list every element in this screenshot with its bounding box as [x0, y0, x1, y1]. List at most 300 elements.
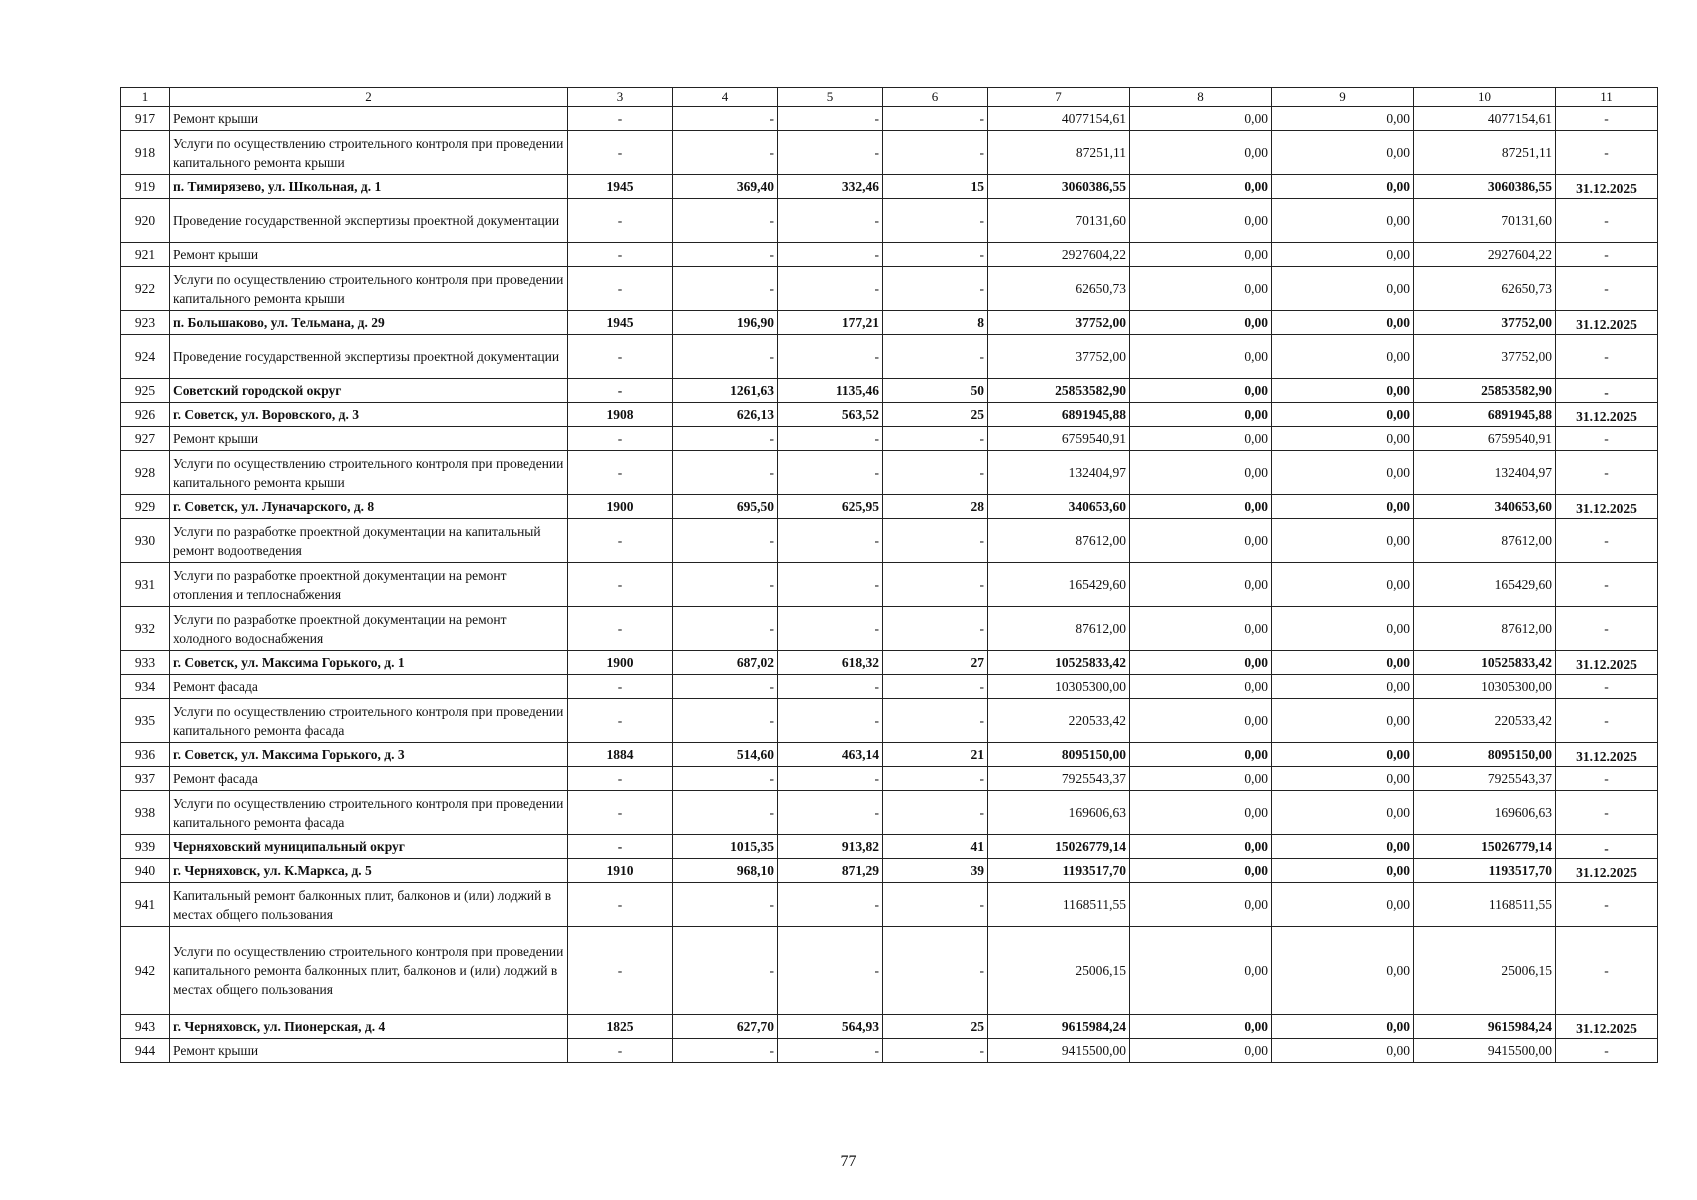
- total-cost-cell: 6891945,88: [988, 403, 1130, 427]
- row-number-cell: 942: [121, 927, 170, 1015]
- total-area-cell: 196,90: [673, 311, 778, 335]
- total-area-cell: 626,13: [673, 403, 778, 427]
- budget-funds-cell: 0,00: [1272, 835, 1414, 859]
- completion-date-cell: 31.12.2025: [1556, 859, 1658, 883]
- living-area-cell: 177,21: [778, 311, 883, 335]
- year-built-cell: 1910: [568, 859, 673, 883]
- table-row: [121, 651, 1658, 675]
- total-area-cell: -: [673, 243, 778, 267]
- living-area-cell: -: [778, 131, 883, 175]
- header-cell: 1: [121, 88, 170, 107]
- total-area-cell: -: [673, 699, 778, 743]
- total-cost-cell: 9415500,00: [988, 1039, 1130, 1063]
- living-area-cell: -: [778, 451, 883, 495]
- completion-date-cell: -: [1556, 379, 1658, 403]
- total-cost-cell: 220533,42: [988, 699, 1130, 743]
- row-number-cell: 933: [121, 651, 170, 675]
- residents-cell: 21: [883, 743, 988, 767]
- owner-funds-cell: 4077154,61: [1414, 107, 1556, 131]
- table-row: [121, 495, 1658, 519]
- completion-date-cell: 31.12.2025: [1556, 175, 1658, 199]
- living-area-cell: -: [778, 563, 883, 607]
- table-row: [121, 927, 1658, 1015]
- fund-support-cell: 0,00: [1130, 311, 1272, 335]
- residents-cell: -: [883, 699, 988, 743]
- total-area-cell: -: [673, 267, 778, 311]
- total-cost-cell: 37752,00: [988, 335, 1130, 379]
- total-cost-cell: 1193517,70: [988, 859, 1130, 883]
- fund-support-cell: 0,00: [1130, 791, 1272, 835]
- living-area-cell: -: [778, 699, 883, 743]
- completion-date-cell: -: [1556, 131, 1658, 175]
- header-cell: 11: [1556, 88, 1658, 107]
- item-name-cell: г. Советск, ул. Максима Горького, д. 1: [170, 651, 568, 675]
- residents-cell: 28: [883, 495, 988, 519]
- fund-support-cell: 0,00: [1130, 699, 1272, 743]
- budget-funds-cell: 0,00: [1272, 675, 1414, 699]
- owner-funds-cell: 132404,97: [1414, 451, 1556, 495]
- owner-funds-cell: 1168511,55: [1414, 883, 1556, 927]
- table-row: [121, 699, 1658, 743]
- fund-support-cell: 0,00: [1130, 243, 1272, 267]
- budget-funds-cell: 0,00: [1272, 859, 1414, 883]
- total-cost-cell: 37752,00: [988, 311, 1130, 335]
- year-built-cell: -: [568, 243, 673, 267]
- row-number-cell: 937: [121, 767, 170, 791]
- owner-funds-cell: 15026779,14: [1414, 835, 1556, 859]
- item-name-cell: г. Черняховск, ул. К.Маркса, д. 5: [170, 859, 568, 883]
- year-built-cell: 1900: [568, 651, 673, 675]
- living-area-cell: -: [778, 791, 883, 835]
- living-area-cell: -: [778, 607, 883, 651]
- row-number-cell: 929: [121, 495, 170, 519]
- owner-funds-cell: 87612,00: [1414, 607, 1556, 651]
- item-name-cell: Услуги по осуществлению строительного контроля при проведении капитального ремонта фасада: [170, 699, 568, 743]
- residents-cell: -: [883, 883, 988, 927]
- item-name-cell: г. Советск, ул. Луначарского, д. 8: [170, 495, 568, 519]
- year-built-cell: -: [568, 519, 673, 563]
- residents-cell: -: [883, 131, 988, 175]
- completion-date-cell: 31.12.2025: [1556, 403, 1658, 427]
- total-area-cell: 627,70: [673, 1015, 778, 1039]
- total-cost-cell: 6759540,91: [988, 427, 1130, 451]
- total-cost-cell: 62650,73: [988, 267, 1130, 311]
- owner-funds-cell: 7925543,37: [1414, 767, 1556, 791]
- header-cell: 3: [568, 88, 673, 107]
- year-built-cell: 1900: [568, 495, 673, 519]
- total-cost-cell: 10525833,42: [988, 651, 1130, 675]
- residents-cell: -: [883, 335, 988, 379]
- header-cell: 9: [1272, 88, 1414, 107]
- living-area-cell: -: [778, 267, 883, 311]
- owner-funds-cell: 9615984,24: [1414, 1015, 1556, 1039]
- owner-funds-cell: 37752,00: [1414, 311, 1556, 335]
- table-row: [121, 403, 1658, 427]
- living-area-cell: -: [778, 883, 883, 927]
- item-name-cell: г. Советск, ул. Воровского, д. 3: [170, 403, 568, 427]
- table-row: [121, 379, 1658, 403]
- fund-support-cell: 0,00: [1130, 767, 1272, 791]
- item-name-cell: Услуги по разработке проектной документации на ремонт холодного водоснабжения: [170, 607, 568, 651]
- budget-funds-cell: 0,00: [1272, 175, 1414, 199]
- budget-funds-cell: 0,00: [1272, 403, 1414, 427]
- living-area-cell: -: [778, 519, 883, 563]
- total-cost-cell: 15026779,14: [988, 835, 1130, 859]
- table-row: [121, 267, 1658, 311]
- fund-support-cell: 0,00: [1130, 379, 1272, 403]
- year-built-cell: 1908: [568, 403, 673, 427]
- completion-date-cell: -: [1556, 607, 1658, 651]
- completion-date-cell: 31.12.2025: [1556, 743, 1658, 767]
- owner-funds-cell: 6759540,91: [1414, 427, 1556, 451]
- living-area-cell: -: [778, 335, 883, 379]
- year-built-cell: -: [568, 767, 673, 791]
- total-area-cell: -: [673, 427, 778, 451]
- fund-support-cell: 0,00: [1130, 651, 1272, 675]
- living-area-cell: 618,32: [778, 651, 883, 675]
- total-area-cell: 1261,63: [673, 379, 778, 403]
- item-name-cell: Услуги по разработке проектной документации на ремонт отопления и теплоснабжения: [170, 563, 568, 607]
- fund-support-cell: 0,00: [1130, 835, 1272, 859]
- year-built-cell: -: [568, 1039, 673, 1063]
- fund-support-cell: 0,00: [1130, 107, 1272, 131]
- row-number-cell: 932: [121, 607, 170, 651]
- budget-funds-cell: 0,00: [1272, 651, 1414, 675]
- completion-date-cell: -: [1556, 451, 1658, 495]
- residents-cell: -: [883, 427, 988, 451]
- owner-funds-cell: 3060386,55: [1414, 175, 1556, 199]
- item-name-cell: Услуги по осуществлению строительного контроля при проведении капитального ремонта крыши: [170, 267, 568, 311]
- living-area-cell: -: [778, 199, 883, 243]
- residents-cell: -: [883, 607, 988, 651]
- living-area-cell: 871,29: [778, 859, 883, 883]
- budget-funds-cell: 0,00: [1272, 495, 1414, 519]
- residents-cell: 41: [883, 835, 988, 859]
- row-number-cell: 917: [121, 107, 170, 131]
- item-name-cell: г. Советск, ул. Максима Горького, д. 3: [170, 743, 568, 767]
- row-number-cell: 926: [121, 403, 170, 427]
- residents-cell: 25: [883, 403, 988, 427]
- fund-support-cell: 0,00: [1130, 267, 1272, 311]
- residents-cell: -: [883, 107, 988, 131]
- item-name-cell: Ремонт крыши: [170, 243, 568, 267]
- total-area-cell: 687,02: [673, 651, 778, 675]
- budget-funds-cell: 0,00: [1272, 607, 1414, 651]
- residents-cell: 8: [883, 311, 988, 335]
- item-name-cell: Ремонт фасада: [170, 675, 568, 699]
- item-name-cell: Проведение государственной экспертизы проектной документации: [170, 199, 568, 243]
- table-row: [121, 131, 1658, 175]
- residents-cell: -: [883, 563, 988, 607]
- living-area-cell: 564,93: [778, 1015, 883, 1039]
- total-cost-cell: 340653,60: [988, 495, 1130, 519]
- fund-support-cell: 0,00: [1130, 451, 1272, 495]
- residents-cell: -: [883, 243, 988, 267]
- table-row: [121, 175, 1658, 199]
- capital-repair-table: [120, 87, 1658, 1063]
- fund-support-cell: 0,00: [1130, 1039, 1272, 1063]
- total-cost-cell: 2927604,22: [988, 243, 1130, 267]
- year-built-cell: -: [568, 607, 673, 651]
- item-name-cell: Ремонт крыши: [170, 107, 568, 131]
- fund-support-cell: 0,00: [1130, 519, 1272, 563]
- item-name-cell: Услуги по осуществлению строительного контроля при проведении капитального ремонта балконных плит, балконов и (или) лоджий в местах общего пользования: [170, 927, 568, 1015]
- completion-date-cell: -: [1556, 927, 1658, 1015]
- table-row: [121, 451, 1658, 495]
- item-name-cell: Услуги по осуществлению строительного контроля при проведении капитального ремонта крыши: [170, 451, 568, 495]
- total-cost-cell: 25006,15: [988, 927, 1130, 1015]
- residents-cell: 39: [883, 859, 988, 883]
- header-cell: 4: [673, 88, 778, 107]
- living-area-cell: 1135,46: [778, 379, 883, 403]
- fund-support-cell: 0,00: [1130, 1015, 1272, 1039]
- item-name-cell: Ремонт фасада: [170, 767, 568, 791]
- owner-funds-cell: 1193517,70: [1414, 859, 1556, 883]
- table-body: [121, 88, 1658, 1063]
- owner-funds-cell: 6891945,88: [1414, 403, 1556, 427]
- row-number-cell: 936: [121, 743, 170, 767]
- total-area-cell: -: [673, 927, 778, 1015]
- total-area-cell: 369,40: [673, 175, 778, 199]
- total-cost-cell: 7925543,37: [988, 767, 1130, 791]
- budget-funds-cell: 0,00: [1272, 107, 1414, 131]
- item-name-cell: Услуги по осуществлению строительного контроля при проведении капитального ремонта фасада: [170, 791, 568, 835]
- total-area-cell: -: [673, 767, 778, 791]
- fund-support-cell: 0,00: [1130, 675, 1272, 699]
- owner-funds-cell: 25006,15: [1414, 927, 1556, 1015]
- row-number-cell: 921: [121, 243, 170, 267]
- item-name-cell: п. Большаково, ул. Тельмана, д. 29: [170, 311, 568, 335]
- total-area-cell: -: [673, 607, 778, 651]
- year-built-cell: -: [568, 335, 673, 379]
- owner-funds-cell: 10305300,00: [1414, 675, 1556, 699]
- item-name-cell: Услуги по осуществлению строительного контроля при проведении капитального ремонта крыши: [170, 131, 568, 175]
- total-cost-cell: 87612,00: [988, 607, 1130, 651]
- header-cell: 5: [778, 88, 883, 107]
- total-cost-cell: 1168511,55: [988, 883, 1130, 927]
- table-row: [121, 883, 1658, 927]
- item-name-cell: Черняховский муниципальный округ: [170, 835, 568, 859]
- residents-cell: -: [883, 267, 988, 311]
- budget-funds-cell: 0,00: [1272, 451, 1414, 495]
- item-name-cell: Ремонт крыши: [170, 1039, 568, 1063]
- total-area-cell: -: [673, 883, 778, 927]
- table-row: [121, 767, 1658, 791]
- row-number-cell: 935: [121, 699, 170, 743]
- header-cell: 8: [1130, 88, 1272, 107]
- fund-support-cell: 0,00: [1130, 403, 1272, 427]
- completion-date-cell: -: [1556, 791, 1658, 835]
- year-built-cell: 1945: [568, 311, 673, 335]
- residents-cell: 27: [883, 651, 988, 675]
- header-cell: 2: [170, 88, 568, 107]
- table-row: [121, 311, 1658, 335]
- completion-date-cell: -: [1556, 699, 1658, 743]
- table-row: [121, 563, 1658, 607]
- living-area-cell: -: [778, 767, 883, 791]
- table-row: [121, 1015, 1658, 1039]
- row-number-cell: 920: [121, 199, 170, 243]
- residents-cell: 25: [883, 1015, 988, 1039]
- completion-date-cell: -: [1556, 835, 1658, 859]
- budget-funds-cell: 0,00: [1272, 311, 1414, 335]
- header-cell: 10: [1414, 88, 1556, 107]
- owner-funds-cell: 70131,60: [1414, 199, 1556, 243]
- total-area-cell: 1015,35: [673, 835, 778, 859]
- table-row: [121, 519, 1658, 563]
- living-area-cell: -: [778, 427, 883, 451]
- total-cost-cell: 8095150,00: [988, 743, 1130, 767]
- completion-date-cell: 31.12.2025: [1556, 311, 1658, 335]
- fund-support-cell: 0,00: [1130, 859, 1272, 883]
- total-cost-cell: 165429,60: [988, 563, 1130, 607]
- residents-cell: -: [883, 675, 988, 699]
- fund-support-cell: 0,00: [1130, 131, 1272, 175]
- fund-support-cell: 0,00: [1130, 743, 1272, 767]
- row-number-cell: 943: [121, 1015, 170, 1039]
- row-number-cell: 923: [121, 311, 170, 335]
- total-area-cell: -: [673, 675, 778, 699]
- total-area-cell: -: [673, 519, 778, 563]
- completion-date-cell: -: [1556, 767, 1658, 791]
- table-row: [121, 675, 1658, 699]
- total-area-cell: -: [673, 563, 778, 607]
- row-number-cell: 944: [121, 1039, 170, 1063]
- year-built-cell: -: [568, 791, 673, 835]
- completion-date-cell: -: [1556, 519, 1658, 563]
- residents-cell: 50: [883, 379, 988, 403]
- year-built-cell: 1825: [568, 1015, 673, 1039]
- owner-funds-cell: 169606,63: [1414, 791, 1556, 835]
- owner-funds-cell: 2927604,22: [1414, 243, 1556, 267]
- year-built-cell: -: [568, 131, 673, 175]
- living-area-cell: -: [778, 1039, 883, 1063]
- header-cell: 7: [988, 88, 1130, 107]
- year-built-cell: -: [568, 563, 673, 607]
- completion-date-cell: -: [1556, 267, 1658, 311]
- page-number: 77: [840, 1153, 857, 1170]
- table-row: [121, 427, 1658, 451]
- row-number-cell: 934: [121, 675, 170, 699]
- total-area-cell: 695,50: [673, 495, 778, 519]
- table-row: [121, 199, 1658, 243]
- year-built-cell: 1945: [568, 175, 673, 199]
- row-number-cell: 939: [121, 835, 170, 859]
- owner-funds-cell: 8095150,00: [1414, 743, 1556, 767]
- total-area-cell: -: [673, 451, 778, 495]
- item-name-cell: Капитальный ремонт балконных плит, балконов и (или) лоджий в местах общего пользования: [170, 883, 568, 927]
- owner-funds-cell: 165429,60: [1414, 563, 1556, 607]
- year-built-cell: -: [568, 883, 673, 927]
- table-row: [121, 243, 1658, 267]
- header-cell: 6: [883, 88, 988, 107]
- year-built-cell: -: [568, 835, 673, 859]
- completion-date-cell: -: [1556, 1039, 1658, 1063]
- item-name-cell: Проведение государственной экспертизы проектной документации: [170, 335, 568, 379]
- budget-funds-cell: 0,00: [1272, 699, 1414, 743]
- budget-funds-cell: 0,00: [1272, 743, 1414, 767]
- residents-cell: -: [883, 451, 988, 495]
- owner-funds-cell: 87251,11: [1414, 131, 1556, 175]
- completion-date-cell: 31.12.2025: [1556, 495, 1658, 519]
- fund-support-cell: 0,00: [1130, 199, 1272, 243]
- living-area-cell: 463,14: [778, 743, 883, 767]
- row-number-cell: 918: [121, 131, 170, 175]
- year-built-cell: -: [568, 267, 673, 311]
- total-cost-cell: 9615984,24: [988, 1015, 1130, 1039]
- total-cost-cell: 87251,11: [988, 131, 1130, 175]
- row-number-cell: 925: [121, 379, 170, 403]
- row-number-cell: 940: [121, 859, 170, 883]
- fund-support-cell: 0,00: [1130, 495, 1272, 519]
- completion-date-cell: -: [1556, 563, 1658, 607]
- fund-support-cell: 0,00: [1130, 427, 1272, 451]
- year-built-cell: -: [568, 927, 673, 1015]
- total-cost-cell: 169606,63: [988, 791, 1130, 835]
- total-area-cell: 514,60: [673, 743, 778, 767]
- completion-date-cell: -: [1556, 675, 1658, 699]
- year-built-cell: -: [568, 699, 673, 743]
- budget-funds-cell: 0,00: [1272, 267, 1414, 311]
- residents-cell: -: [883, 519, 988, 563]
- owner-funds-cell: 220533,42: [1414, 699, 1556, 743]
- budget-funds-cell: 0,00: [1272, 335, 1414, 379]
- owner-funds-cell: 9415500,00: [1414, 1039, 1556, 1063]
- budget-funds-cell: 0,00: [1272, 927, 1414, 1015]
- living-area-cell: -: [778, 675, 883, 699]
- completion-date-cell: -: [1556, 107, 1658, 131]
- completion-date-cell: -: [1556, 199, 1658, 243]
- budget-funds-cell: 0,00: [1272, 427, 1414, 451]
- completion-date-cell: -: [1556, 243, 1658, 267]
- owner-funds-cell: 37752,00: [1414, 335, 1556, 379]
- row-number-cell: 928: [121, 451, 170, 495]
- row-number-cell: 938: [121, 791, 170, 835]
- living-area-cell: 332,46: [778, 175, 883, 199]
- owner-funds-cell: 87612,00: [1414, 519, 1556, 563]
- owner-funds-cell: 62650,73: [1414, 267, 1556, 311]
- item-name-cell: г. Черняховск, ул. Пионерская, д. 4: [170, 1015, 568, 1039]
- residents-cell: -: [883, 1039, 988, 1063]
- table-row: [121, 335, 1658, 379]
- year-built-cell: -: [568, 451, 673, 495]
- year-built-cell: 1884: [568, 743, 673, 767]
- table-row: [121, 607, 1658, 651]
- total-cost-cell: 87612,00: [988, 519, 1130, 563]
- total-area-cell: -: [673, 131, 778, 175]
- fund-support-cell: 0,00: [1130, 175, 1272, 199]
- year-built-cell: -: [568, 379, 673, 403]
- row-number-cell: 927: [121, 427, 170, 451]
- budget-funds-cell: 0,00: [1272, 563, 1414, 607]
- budget-funds-cell: 0,00: [1272, 519, 1414, 563]
- table-row: [121, 107, 1658, 131]
- item-name-cell: Услуги по разработке проектной документации на капитальный ремонт водоотведения: [170, 519, 568, 563]
- total-area-cell: 968,10: [673, 859, 778, 883]
- living-area-cell: -: [778, 107, 883, 131]
- completion-date-cell: 31.12.2025: [1556, 651, 1658, 675]
- budget-funds-cell: 0,00: [1272, 243, 1414, 267]
- residents-cell: 15: [883, 175, 988, 199]
- total-area-cell: -: [673, 1039, 778, 1063]
- budget-funds-cell: 0,00: [1272, 199, 1414, 243]
- living-area-cell: 563,52: [778, 403, 883, 427]
- year-built-cell: -: [568, 199, 673, 243]
- residents-cell: -: [883, 767, 988, 791]
- budget-funds-cell: 0,00: [1272, 767, 1414, 791]
- total-cost-cell: 132404,97: [988, 451, 1130, 495]
- living-area-cell: -: [778, 243, 883, 267]
